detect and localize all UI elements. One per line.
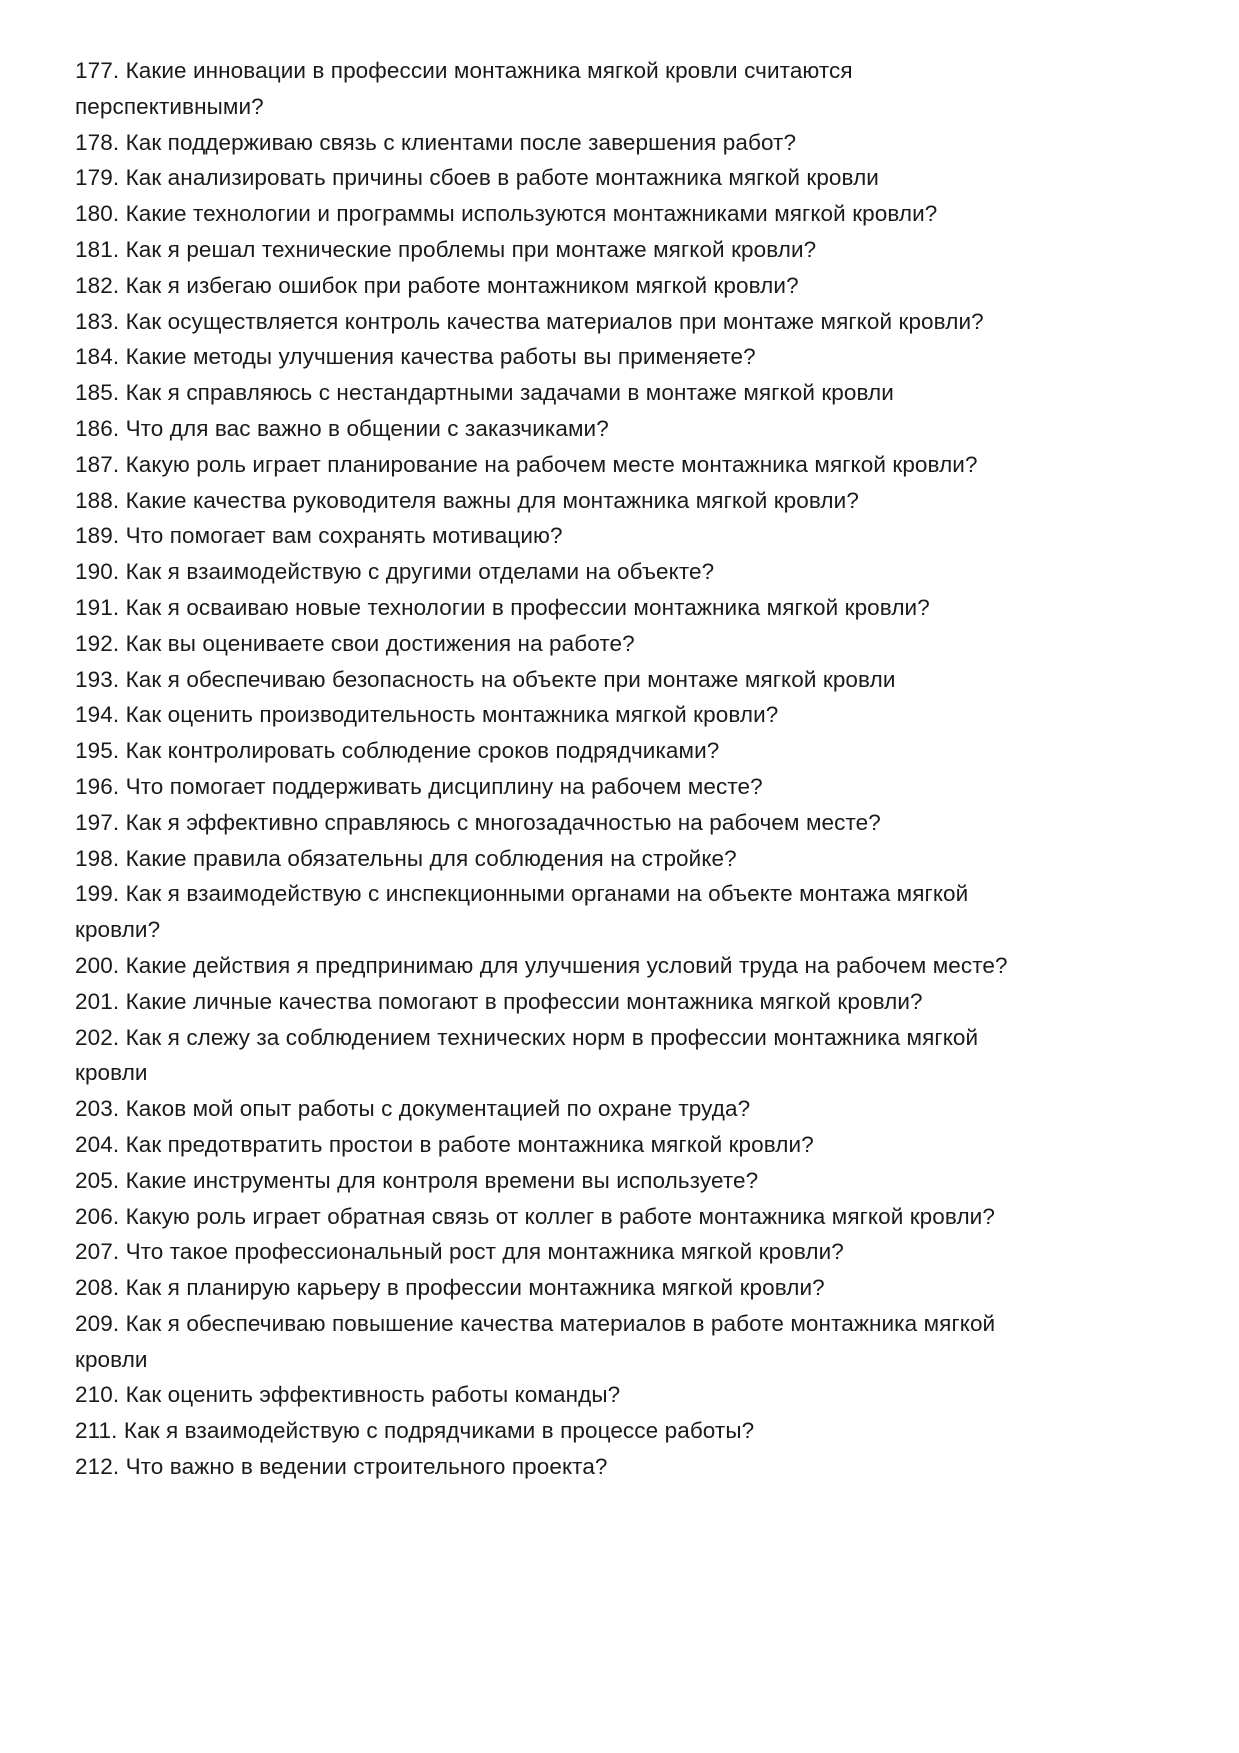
question-text [75,375,1175,411]
list-item [75,662,1175,698]
question-line: Какие инструменты для контроля времени вы используете? [125,1167,759,1193]
question-text [75,483,1175,519]
question-line: перспективными? [75,93,264,119]
question-line: кровли [75,1346,148,1372]
question-text [75,339,1175,375]
list-item [75,841,1175,877]
question-text [75,125,1175,161]
question-number: 185. [75,380,120,406]
question-text [75,554,1175,590]
question-number: 212. [75,1454,120,1480]
question-line: Как я эффективно справляюсь с многозадачностью на рабочем месте? [125,809,881,835]
question-text [75,733,1175,769]
question-number: 198. [75,845,120,871]
question-line: Как предотвратить простои в работе монтажника мягкой кровли? [125,1131,814,1157]
question-number: 180. [75,201,120,227]
list-item [75,1234,1175,1270]
question-line: Как я планирую карьеру в профессии монтажника мягкой кровли? [125,1275,825,1301]
question-line: Какие инновации в профессии монтажника мягкой кровли считаются [125,58,853,83]
question-text [75,53,1175,89]
question-line: Как поддерживаю связь с клиентами после завершения работ? [125,129,797,155]
question-text-continuation [75,1055,1175,1091]
question-line: Как я взаимодействую с инспекционными органами на объекте монтажа мягкой [125,881,969,907]
question-number: 208. [75,1275,120,1301]
question-text [75,697,1175,733]
question-text-continuation [75,912,1175,948]
question-number: 182. [75,272,120,298]
question-number: 193. [75,666,120,692]
question-number: 211. [75,1418,118,1444]
question-line: Как я решал технические проблемы при монтаже мягкой кровли? [125,236,817,262]
question-line: Как я избегаю ошибок при работе монтажником мягкой кровли? [125,272,799,298]
question-number: 177. [75,58,120,83]
list-item [75,1020,1175,1092]
list-item [75,1199,1175,1235]
list-item [75,626,1175,662]
list-item [75,984,1175,1020]
question-text [75,304,1175,340]
question-number: 190. [75,559,120,585]
question-number: 199. [75,881,120,907]
question-text [75,626,1175,662]
question-line: кровли? [75,917,161,943]
question-text [75,805,1175,841]
question-text [75,1163,1175,1199]
question-number: 201. [75,988,120,1014]
list-item [75,375,1175,411]
question-text [75,268,1175,304]
list-item [75,1377,1175,1413]
question-list [75,53,1175,1485]
list-item [75,160,1175,196]
list-item [75,1091,1175,1127]
list-item [75,554,1175,590]
question-number: 204. [75,1131,120,1157]
question-number: 184. [75,344,120,370]
list-item [75,232,1175,268]
question-number: 195. [75,738,120,764]
question-number: 206. [75,1203,120,1229]
list-item [75,411,1175,447]
list-item [75,697,1175,733]
question-text [75,1306,1175,1342]
question-number: 189. [75,523,120,549]
question-line: Как я осваиваю новые технологии в профессии монтажника мягкой кровли? [125,594,930,620]
list-item [75,805,1175,841]
question-number: 200. [75,952,120,978]
question-line: Как осуществляется контроль качества материалов при монтаже мягкой кровли? [125,308,984,334]
question-line: Как контролировать соблюдение сроков подрядчиками? [125,738,720,764]
list-item [75,948,1175,984]
question-number: 203. [75,1096,120,1122]
question-line: Как я обеспечиваю повышение качества материалов в работе монтажника мягкой [125,1310,996,1336]
question-text [75,841,1175,877]
question-line: Какие личные качества помогают в профессии монтажника мягкой кровли? [125,988,923,1014]
question-line: Как вы оцениваете свои достижения на работе? [125,630,635,656]
list-item [75,196,1175,232]
list-item [75,590,1175,626]
question-text-continuation [75,89,1175,125]
question-line: Что важно в ведении строительного проекта? [125,1454,608,1480]
question-line: Что такое профессиональный рост для монтажника мягкой кровли? [125,1239,844,1265]
question-line: Как я взаимодействую с подрядчиками в процессе работы? [123,1418,755,1444]
list-item [75,1413,1175,1449]
question-text [75,1127,1175,1163]
question-number: 209. [75,1310,120,1336]
list-item [75,876,1175,948]
question-number: 183. [75,308,120,334]
question-text [75,518,1175,554]
question-number: 179. [75,165,120,191]
list-item [75,483,1175,519]
question-text [75,447,1175,483]
question-line: Какие правила обязательны для соблюдения на стройке? [125,845,737,871]
question-text [75,984,1175,1020]
list-item [75,733,1175,769]
question-text [75,1091,1175,1127]
question-text [75,160,1175,196]
question-line: Что для вас важно в общении с заказчиками? [125,415,609,441]
question-text [75,1199,1175,1235]
question-number: 186. [75,415,120,441]
question-line: Как я обеспечиваю безопасность на объекте при монтаже мягкой кровли [125,666,896,692]
list-item [75,53,1175,125]
question-text [75,769,1175,805]
question-number: 197. [75,809,120,835]
question-text [75,662,1175,698]
list-item [75,1163,1175,1199]
question-line: Как я слежу за соблюдением технических норм в профессии монтажника мягкой [125,1024,979,1050]
question-text [75,948,1175,984]
list-item [75,268,1175,304]
question-line: Какую роль играет планирование на рабочем месте монтажника мягкой кровли? [125,451,978,477]
question-number: 202. [75,1024,120,1050]
list-item [75,1449,1175,1485]
question-text-continuation [75,1342,1175,1378]
question-line: кровли [75,1060,148,1086]
question-number: 188. [75,487,120,513]
question-number: 187. [75,451,120,477]
question-line: Какие методы улучшения качества работы вы применяете? [125,344,756,370]
list-item [75,769,1175,805]
question-line: Что помогает вам сохранять мотивацию? [125,523,563,549]
question-number: 205. [75,1167,120,1193]
question-line: Какие качества руководителя важны для монтажника мягкой кровли? [125,487,859,513]
question-line: Как оценить эффективность работы команды? [125,1382,621,1408]
question-text [75,232,1175,268]
question-number: 178. [75,129,120,155]
question-line: Как я взаимодействую с другими отделами на объекте? [125,559,715,585]
question-text [75,1234,1175,1270]
list-item [75,1127,1175,1163]
question-text [75,1020,1175,1056]
question-number: 207. [75,1239,120,1265]
list-item [75,125,1175,161]
question-text [75,196,1175,232]
list-item [75,518,1175,554]
question-text [75,590,1175,626]
question-text [75,411,1175,447]
question-line: Каков мой опыт работы с документацией по охране труда? [125,1096,751,1122]
question-text [75,1413,1175,1449]
question-number: 191. [75,594,120,620]
question-line: Что помогает поддерживать дисциплину на рабочем месте? [125,773,763,799]
question-text [75,1449,1175,1485]
question-text [75,876,1175,912]
list-item [75,1306,1175,1378]
question-text [75,1377,1175,1413]
question-line: Как я справляюсь с нестандартными задачами в монтаже мягкой кровли [125,380,894,406]
question-line: Какую роль играет обратная связь от коллег в работе монтажника мягкой кровли? [125,1203,995,1229]
question-number: 210. [75,1382,120,1408]
question-line: Как анализировать причины сбоев в работе монтажника мягкой кровли [125,165,879,191]
list-item [75,339,1175,375]
question-number: 192. [75,630,120,656]
list-item [75,1270,1175,1306]
question-line: Как оценить производительность монтажника мягкой кровли? [125,702,779,728]
question-line: Какие технологии и программы используются монтажниками мягкой кровли? [125,201,938,227]
question-number: 194. [75,702,120,728]
question-text [75,1270,1175,1306]
list-item [75,447,1175,483]
question-number: 196. [75,773,120,799]
question-number: 181. [75,236,120,262]
list-item [75,304,1175,340]
question-line: Какие действия я предпринимаю для улучшения условий труда на рабочем месте? [125,952,1008,978]
